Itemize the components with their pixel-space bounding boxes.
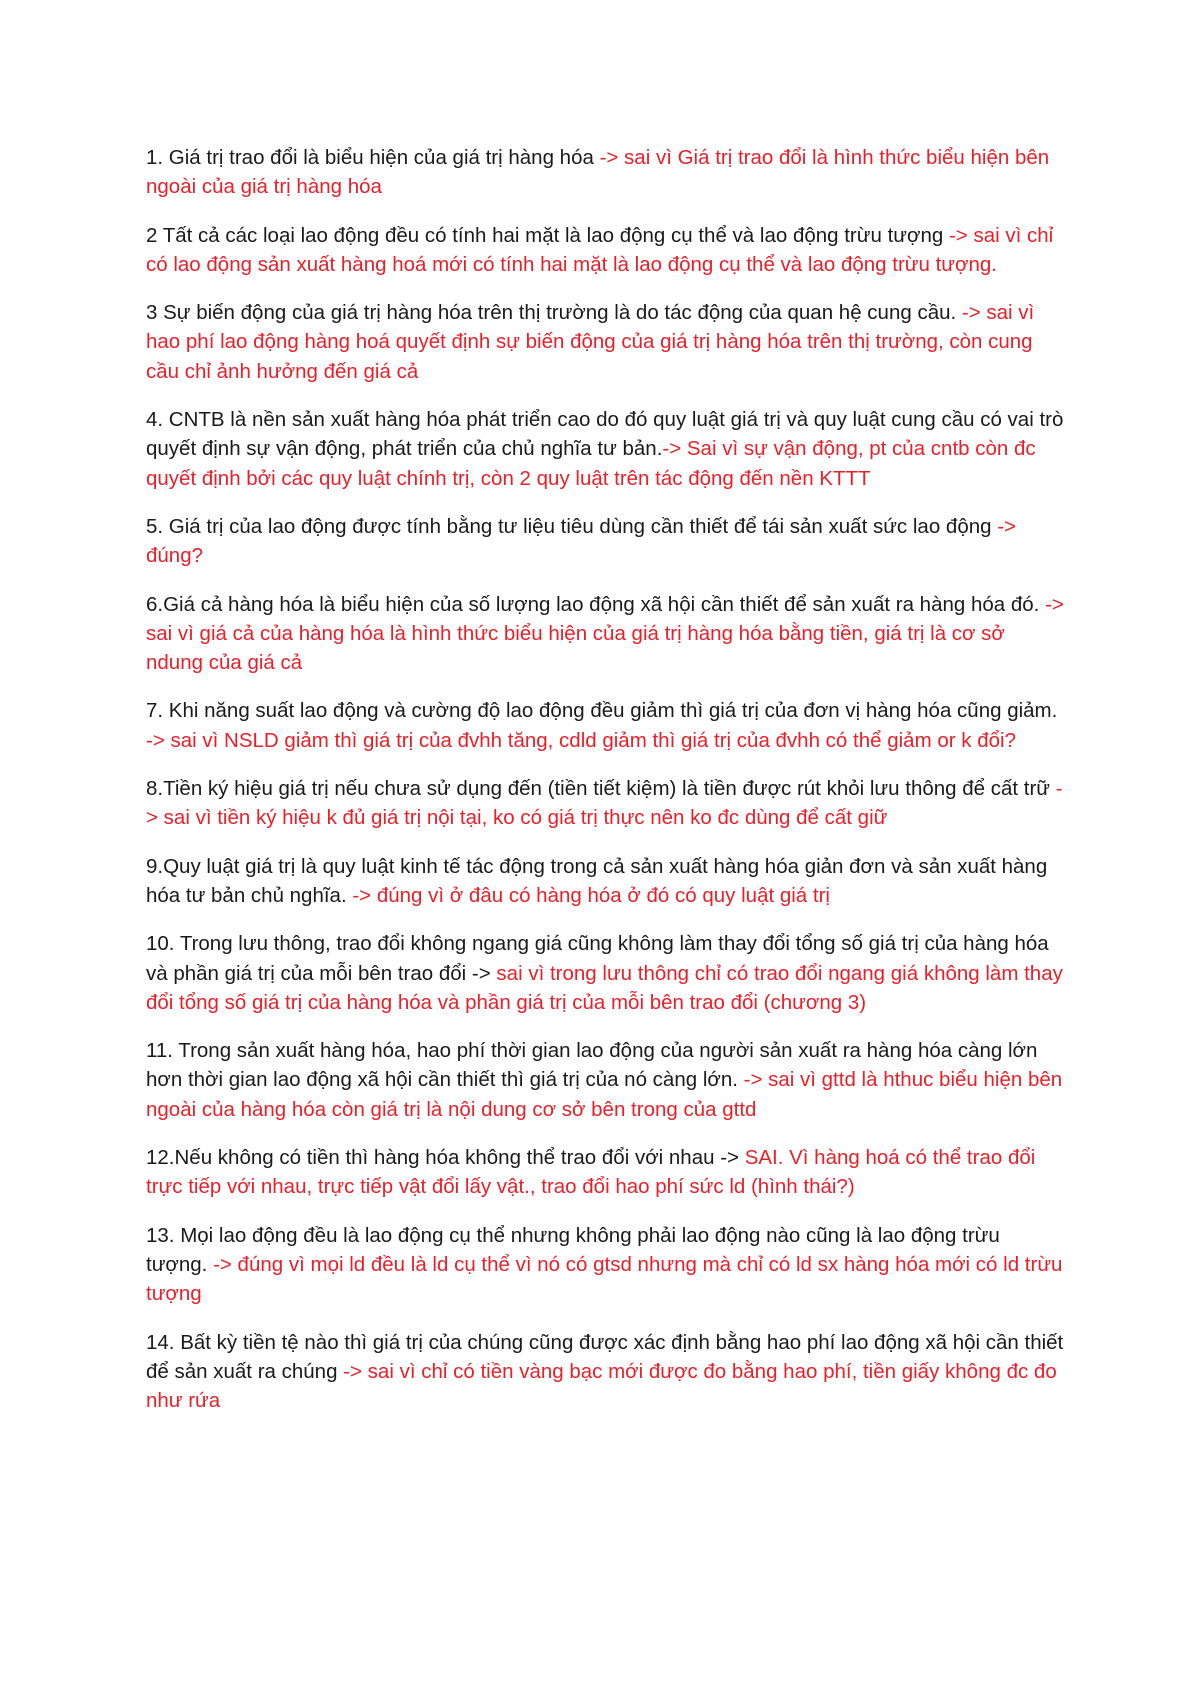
qa-item-10 bbox=[146, 929, 1066, 1017]
answer-text: -> Sai vì sự vận động, pt của cntb còn đc quyết định bởi các quy luật chính trị, còn 2 quy luật trên tác động đến nền KTTT bbox=[146, 437, 1036, 490]
qa-item-4 bbox=[146, 405, 1066, 493]
question-text: 8.Tiền ký hiệu giá trị nếu chưa sử dụng đến (tiền tiết kiệm) là tiền được rút khỏi lưu thông để cất trữ bbox=[146, 777, 1056, 801]
answer-text: SAI. Vì hàng hoá có thể trao đổi trực tiếp với nhau, trực tiếp vật đổi lấy vật., trao đổi hao phí sức ld (hình thái?) bbox=[146, 1146, 1036, 1199]
question-text: 10. Trong lưu thông, trao đổi không ngang giá cũng không làm thay đổi tổng số giá trị của hàng hóa và phần giá trị của mỗi bên trao đổi -> bbox=[146, 932, 1049, 985]
qa-item-1 bbox=[146, 143, 1066, 202]
question-text: 7. Khi năng suất lao động và cường độ lao động đều giảm thì giá trị của đơn vị hàng hóa cũng giảm. bbox=[146, 699, 1058, 723]
answer-text: -> đúng? bbox=[146, 514, 1017, 568]
answer-text: -> sai vì chỉ có lao động sản xuất hàng hoá mới có tính hai mặt là lao động cụ thể và lao động trừu tượng. bbox=[146, 223, 1054, 276]
answer-text: -> đúng vì ở đâu có hàng hóa ở đó có quy luật giá trị bbox=[352, 883, 830, 907]
answer-text: -> sai vì chỉ có tiền vàng bạc mới được đo bằng hao phí, tiền giấy không đc đo như rứa bbox=[146, 1359, 1057, 1413]
qa-item-6 bbox=[146, 590, 1066, 678]
question-text: 9.Quy luật giá trị là quy luật kinh tế tác động trong cả sản xuất hàng hóa giản đơn và sản xuất hàng hóa tư bản chủ nghĩa. bbox=[146, 854, 1048, 907]
qa-item-14 bbox=[146, 1328, 1066, 1416]
document-body bbox=[146, 143, 1066, 1434]
qa-item-7 bbox=[146, 696, 1066, 755]
question-text: 3 Sự biến động của giá trị hàng hóa trên thị trường là do tác động của quan hệ cung cầu. bbox=[146, 301, 962, 325]
question-text: 12.Nếu không có tiền thì hàng hóa không thể trao đổi với nhau -> bbox=[146, 1146, 745, 1170]
answer-text: sai vì trong lưu thông chỉ có trao đổi ngang giá không làm thay đổi tổng số giá trị của hàng hóa và phần giá trị của mỗi bên trao đổi (chương 3) bbox=[146, 961, 1063, 1014]
question-text: 11. Trong sản xuất hàng hóa, hao phí thời gian lao động của người sản xuất ra hàng hóa càng lớn hơn thời gian lao động xã hội cần thiết thì giá trị của nó càng lớn. bbox=[146, 1039, 1038, 1092]
qa-item-13 bbox=[146, 1221, 1066, 1309]
question-text: 1. Giá trị trao đổi là biểu hiện của giá trị hàng hóa bbox=[146, 146, 600, 169]
qa-item-11 bbox=[146, 1036, 1066, 1124]
qa-item-12 bbox=[146, 1143, 1066, 1202]
answer-text: -> sai vì hao phí lao động hàng hoá quyết định sự biến động của giá trị hàng hóa trên thị trường, còn cung cầu chỉ ảnh hưởng đến giá cả bbox=[146, 301, 1035, 383]
answer-text: -> sai vì giá cả của hàng hóa là hình thức biểu hiện của giá trị hàng hóa bằng tiền, giá trị là cơ sở ndung của giá cả bbox=[146, 592, 1064, 675]
answer-text: -> sai vì tiền ký hiệu k đủ giá trị nội tại, ko có giá trị thực nên ko đc dùng để cất giữ bbox=[146, 777, 1063, 830]
question-text: 13. Mọi lao động đều là lao động cụ thể nhưng không phải lao động nào cũng là lao động trừu tượng. bbox=[146, 1223, 1000, 1276]
qa-item-9 bbox=[146, 852, 1066, 911]
question-text: 5. Giá trị của lao động được tính bằng tư liệu tiêu dùng cần thiết để tái sản xuất sức lao động bbox=[146, 514, 998, 538]
answer-text: -> sai vì gttd là hthuc biểu hiện bên ngoài của hàng hóa còn giá trị là nội dung cơ sở bên trong của gttd bbox=[146, 1068, 1063, 1121]
qa-item-8 bbox=[146, 774, 1066, 833]
question-text: 14. Bất kỳ tiền tệ nào thì giá trị của chúng cũng được xác định bằng hao phí lao động xã hội cần thiết để sản xuất ra chúng bbox=[146, 1330, 1064, 1383]
qa-item-5 bbox=[146, 512, 1066, 571]
answer-text: -> đúng vì mọi ld đều là ld cụ thể vì nó có gtsd nhưng mà chỉ có ld sx hàng hóa mới có ld trừu tượng bbox=[146, 1252, 1063, 1306]
qa-item-2 bbox=[146, 221, 1066, 280]
answer-text: -> sai vì Giá trị trao đổi là hình thức biểu hiện bên ngoài của giá trị hàng hóa bbox=[146, 146, 1050, 199]
answer-text: -> sai vì NSLD giảm thì giá trị của đvhh tăng, cdld giảm thì giá trị của đvhh có thể giảm or k đổi? bbox=[146, 728, 1016, 752]
question-text: 4. CNTB là nền sản xuất hàng hóa phát triển cao do đó quy luật giá trị và quy luật cung cầu có vai trò quyết định sự vận động, phát triển của chủ nghĩa tư bản. bbox=[146, 408, 1064, 461]
qa-item-3 bbox=[146, 298, 1066, 386]
question-text: 2 Tất cả các loại lao động đều có tính hai mặt là lao động cụ thể và lao động trừu tượng bbox=[146, 223, 949, 247]
question-text: 6.Giá cả hàng hóa là biểu hiện của số lượng lao động xã hội cần thiết để sản xuất ra hàng hóa đó. bbox=[146, 592, 1046, 616]
